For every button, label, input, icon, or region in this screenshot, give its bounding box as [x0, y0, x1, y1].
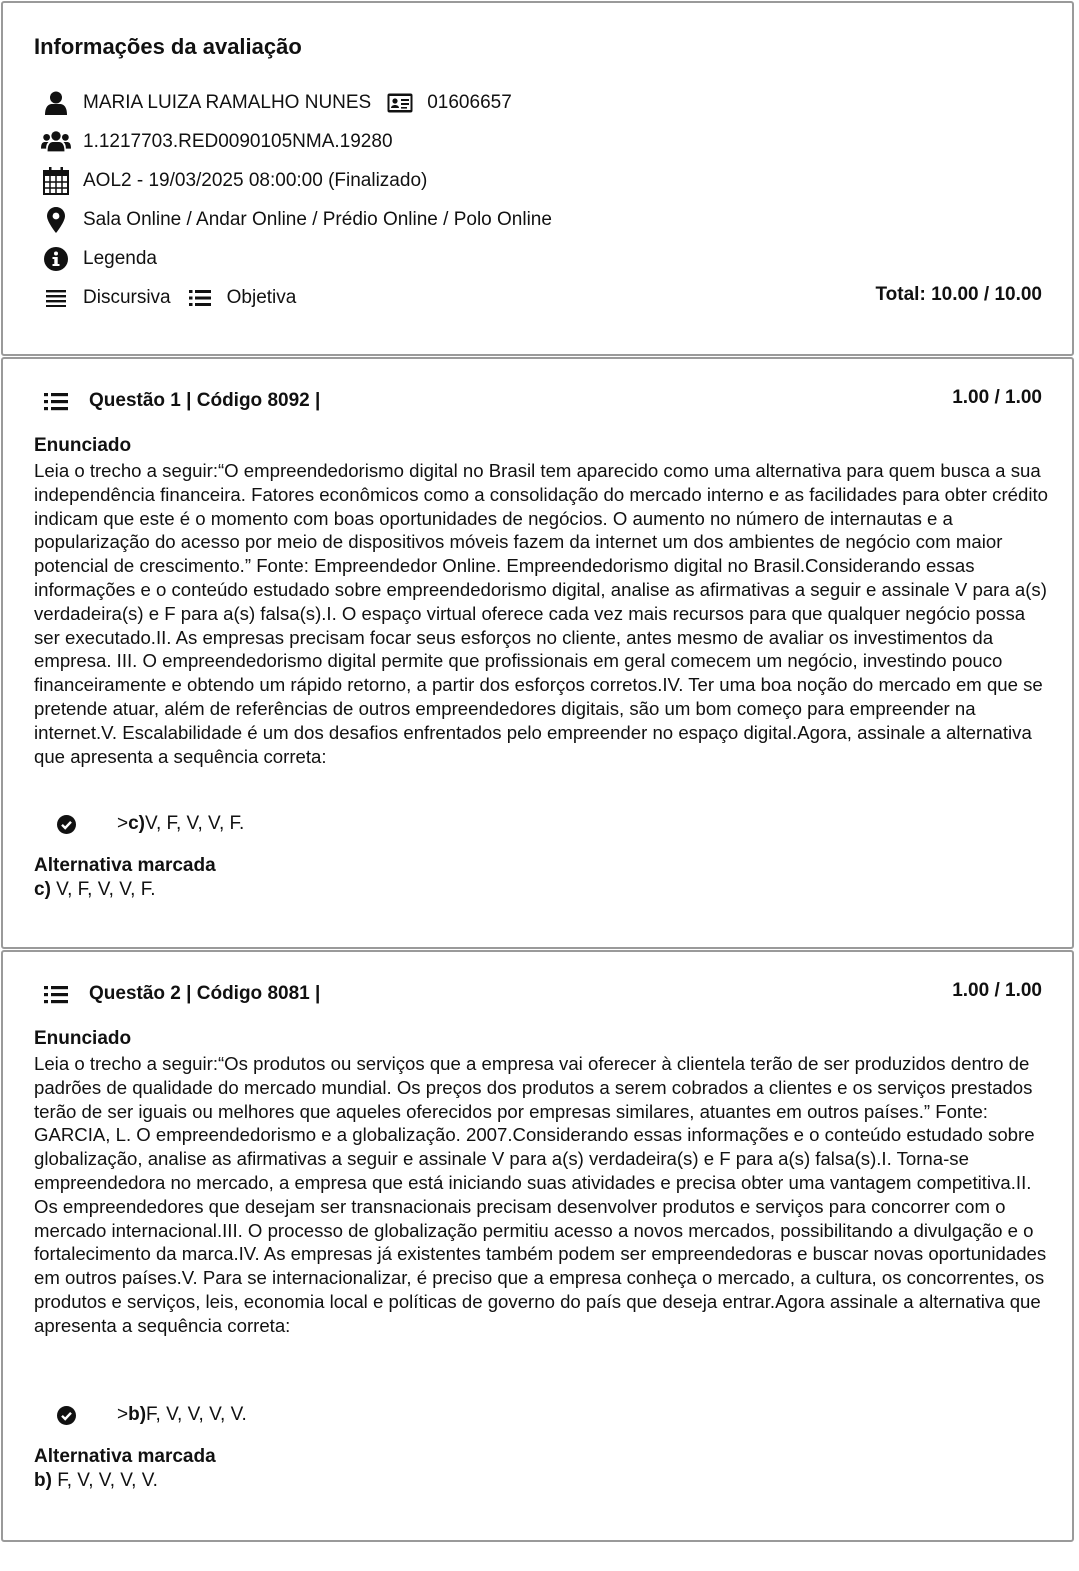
- map-marker-icon: [41, 205, 71, 235]
- answer-letter: b): [128, 1404, 147, 1425]
- answer-text: V, F, V, V, F.: [145, 813, 245, 834]
- question-title: Questão 1 | Código 8092 |: [89, 390, 321, 411]
- student-name: MARIA LUIZA RAMALHO NUNES: [83, 92, 372, 113]
- list-icon: [185, 283, 215, 313]
- list-icon: [41, 979, 71, 1009]
- marked-text: F, V, V, V, V.: [51, 1470, 158, 1491]
- student-row: [41, 88, 512, 118]
- calendar-icon: [41, 166, 71, 196]
- users-icon: [41, 127, 71, 157]
- marked-letter: c): [34, 879, 51, 900]
- question-header: [41, 386, 320, 416]
- legend-row: [41, 244, 157, 274]
- answer-letter: c): [128, 813, 146, 834]
- exam-info: AOL2 - 19/03/2025 08:00:00 (Finalizado): [83, 170, 428, 191]
- enunciado-label: Enunciado: [34, 1028, 132, 1049]
- question-title: Questão 2 | Código 8081 |: [89, 983, 321, 1004]
- question-card: [1, 357, 1074, 949]
- check-circle-icon: [55, 813, 77, 835]
- marked-text: V, F, V, V, F.: [50, 879, 156, 900]
- question-score: 1.00 / 1.00: [952, 980, 1042, 1001]
- marked-letter: b): [34, 1470, 52, 1491]
- list-icon: [41, 386, 71, 416]
- question-card: [1, 950, 1074, 1542]
- info-circle-icon: [41, 244, 71, 274]
- marked-label: Alternativa marcada: [34, 855, 216, 876]
- exam-row: [41, 166, 427, 196]
- marked-value: [34, 879, 155, 901]
- marked-value: [34, 1470, 158, 1492]
- marked-label: Alternativa marcada: [34, 1446, 216, 1467]
- correct-answer: [55, 813, 244, 835]
- class-code: 1.1217703.RED0090105NMA.19280: [83, 131, 393, 152]
- enunciado-label: Enunciado: [34, 435, 132, 456]
- location: Sala Online / Andar Online / Prédio Online / Polo Online: [83, 209, 552, 230]
- legend-types-row: [41, 283, 296, 313]
- answer-text: F, V, V, V, V.: [146, 1404, 247, 1425]
- legend-label: Legenda: [83, 248, 157, 269]
- total-score: Total: 10.00 / 10.00: [875, 284, 1042, 305]
- answer-prefix: >: [117, 1404, 129, 1425]
- info-title: Informações da avaliação: [34, 34, 302, 59]
- legend-discursive: Discursiva: [83, 287, 171, 308]
- answer-prefix: >: [117, 813, 129, 834]
- evaluation-info-card: [1, 1, 1074, 356]
- location-row: [41, 205, 552, 235]
- id-card-icon: [385, 88, 415, 118]
- question-score: 1.00 / 1.00: [952, 387, 1042, 408]
- check-circle-icon: [55, 1404, 77, 1426]
- student-id: 01606657: [427, 92, 512, 113]
- legend-objective: Objetiva: [226, 287, 297, 308]
- enunciado-text: Leia o trecho a seguir:“Os produtos ou serviços que a empresa vai oferecer à clientela terão de ser produzidos dentro de padrões de qualidade do mercado mundial. Os preços dos produtos a serem cobrados a clientes e os serviços prestados terão de ser iguais ou melhores que aqueles oferecidos por empresas similares, atuantes em outros países.” Fonte: GARCIA, L. O empreendedorismo e a globalização. 2007.Considerando essas informações e o conteúdo estudado sobre globalização, analise as afirmativas a seguir e assinale V para a(s) verdadeira(s) e F para a(s) falsa(s).I. Torna-se empreendedora no mercado, a empresa que está iniciando suas atividades e precisa obter uma vantagem competitiva.II. Os empreendedores que desejam ser transnacionais precisam desenvolver produtos e serviços para concorrer com o mercado internacional.III. O processo de globalização permitiu acesso a novos mercados, possibilitando a divulgação e o fortalecimento da marca.IV. As empresas já existentes também podem ser empreendedoras e buscar novas oportunidades em outros países.V. Para se internacionalizar, é preciso que a empresa conheça o mercado, a cultura, os concorrentes, os produtos e serviços, leis, economia local e políticas de governo do país que deseja entrar.Agora assinale a alternativa que apresenta a sequência correta:: [34, 1053, 1047, 1336]
- class-row: [41, 127, 393, 157]
- align-justify-icon: [41, 283, 71, 313]
- user-icon: [41, 88, 71, 118]
- enunciado-text: Leia o trecho a seguir:“O empreendedorismo digital no Brasil tem aparecido como uma alternativa para quem busca a sua independência financeira. Fatores econômicos como a consolidação do mercado interno e as facilidades para obter crédito indicam que este é o momento com boas oportunidades de negócios. O aumento no número de internautas e a popularização do acesso por meio de dispositivos móveis fazem da internet um dos ambientes de negócio com maior potencial de crescimento.” Fonte: Empreendedor Online. Empreendedorismo digital no Brasil.Considerando essas informações e o conteúdo estudado sobre empreendedorismo digital, analise as afirmativas a seguir e assinale V para a(s) verdadeira(s) e F para a(s) falsa(s).I. O espaço virtual oferece cada vez mais recursos para que qualquer negócio possa ser executado.II. As empresas precisam focar seus esforços no cliente, antes mesmo de avaliar os investimentos da empresa. III. O empreendedorismo digital permite que profissionais em geral comecem um negócio, investindo pouco financeiramente e obtendo um rápido retorno, a partir dos esforços corretos.IV. Ter uma boa noção do mercado em que se pretende atuar, além de referências de outros empreendedores digitais, são um bom começo para empreender na internet.V. Escalabilidade é um dos desafios enfrentados pelo empreender no espaço digital.Agora, assinale a alternativa que apresenta a sequência correta:: [34, 460, 1048, 767]
- correct-answer: [55, 1404, 247, 1426]
- question-header: [41, 979, 320, 1009]
